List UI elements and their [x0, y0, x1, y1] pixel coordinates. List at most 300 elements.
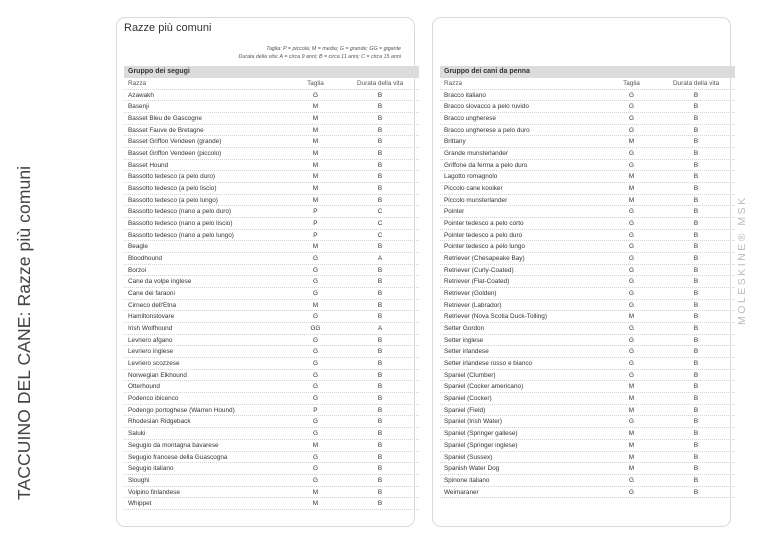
table-row: [124, 405, 419, 417]
breed-size: G: [628, 371, 634, 379]
column-headers: [124, 78, 419, 90]
group-header: Gruppo dei segugi: [124, 66, 419, 78]
breed-size: G: [628, 126, 634, 134]
breed-size: M: [628, 430, 635, 438]
breed-name: Bracco ungherese: [444, 115, 496, 123]
breed-name: Bassotto tedesco (nano a pelo lungo): [128, 231, 234, 239]
table-row: [124, 101, 419, 113]
breed-name: Weimaraner: [444, 488, 479, 496]
table-row: [124, 335, 419, 347]
table-row: [440, 300, 735, 312]
breed-name: Podenco ibicenco: [128, 395, 179, 403]
breed-size: G: [628, 231, 634, 239]
breed-lifespan: B: [693, 126, 699, 134]
breed-size: M: [312, 126, 319, 134]
table-row: [124, 311, 419, 323]
table-row: [440, 311, 735, 323]
breed-size: G: [628, 418, 634, 426]
table-row: [440, 276, 735, 288]
table-row: [124, 416, 419, 428]
column-header-taglia: Taglia: [623, 80, 640, 87]
breed-name: Podengo portoghese (Warren Hound): [128, 406, 235, 414]
breed-size: M: [312, 500, 319, 508]
breed-name: Piccolo munsterlander: [444, 196, 508, 204]
breed-name: Rhodesian Ridgeback: [128, 418, 191, 426]
table-row: [440, 90, 735, 102]
breed-name: Borzoi: [128, 266, 147, 274]
table-row: [124, 393, 419, 405]
breed-size: G: [628, 220, 634, 228]
table-row: [440, 195, 735, 207]
table-row: [440, 346, 735, 358]
breed-lifespan: B: [693, 185, 699, 193]
breed-name: Cirneco dell'Etna: [128, 301, 177, 309]
breed-name: Levriero scozzese: [128, 360, 180, 368]
breed-name: Retriever (Curly-Coated): [444, 266, 514, 274]
breed-size: M: [312, 173, 319, 181]
breed-name: Retriever (Labrador): [444, 301, 502, 309]
breed-name: Saluki: [128, 430, 146, 438]
breed-size: M: [628, 173, 635, 181]
table-row: [440, 381, 735, 393]
table-row: [440, 405, 735, 417]
brand-label: MOLESKINE® MSK: [736, 195, 748, 325]
column-header-razza: Razza: [444, 80, 463, 87]
table-row: [440, 183, 735, 195]
breed-name: Bracco ungherese a pelo duro: [444, 126, 530, 134]
breed-name: Setter irlandese rosso e bianco: [444, 360, 533, 368]
breed-name: Piccolo cane kooiker: [444, 185, 503, 193]
breed-lifespan: B: [377, 313, 383, 321]
breed-lifespan: B: [377, 360, 383, 368]
breed-size: G: [628, 115, 634, 123]
breed-size: M: [628, 465, 635, 473]
breed-lifespan: B: [377, 500, 383, 508]
legend-size: Taglia: P = piccola; M = media; G = grande; GG = gigante: [266, 46, 401, 52]
breed-name: Whippet: [128, 500, 152, 508]
table-row: [440, 288, 735, 300]
breed-name: Spanish Water Dog: [444, 465, 500, 473]
breed-size: G: [628, 336, 634, 344]
table-row: [124, 358, 419, 370]
breed-size: M: [628, 395, 635, 403]
breed-name: Spaniel (Sussex): [444, 453, 493, 461]
breed-name: Retriever (Flat-Coated): [444, 278, 510, 286]
breed-lifespan: B: [693, 255, 699, 263]
breed-size: G: [312, 313, 318, 321]
breed-name: Bassotto tedesco (a pelo lungo): [128, 196, 218, 204]
table-row: [440, 171, 735, 183]
breed-name: Basset Bleu de Gascogne: [128, 115, 202, 123]
breed-size: P: [313, 208, 318, 216]
table-row: [124, 370, 419, 382]
breed-lifespan: B: [693, 383, 699, 391]
table-row: [440, 218, 735, 230]
breed-name: Cane da volpe inglese: [128, 278, 192, 286]
breed-lifespan: A: [377, 325, 383, 333]
table-row: [124, 230, 419, 242]
breed-name: Levriero afgano: [128, 336, 173, 344]
table-row: [124, 206, 419, 218]
breed-size: M: [312, 138, 319, 146]
breed-lifespan: B: [693, 441, 699, 449]
table-row: [124, 440, 419, 452]
breed-size: M: [312, 301, 319, 309]
breed-size: G: [312, 453, 318, 461]
breed-size: G: [628, 325, 634, 333]
breed-lifespan: B: [693, 138, 699, 146]
table-row: [124, 218, 419, 230]
breed-name: Sloughi: [128, 476, 150, 484]
breed-lifespan: B: [377, 126, 383, 134]
breed-name: Retriever (Chesapeake Bay): [444, 255, 525, 263]
breed-name: Segugio da montagna bavarese: [128, 441, 219, 449]
breed-lifespan: B: [377, 243, 383, 251]
breed-size: G: [312, 266, 318, 274]
breed-name: Bassotto tedesco (nano a pelo duro): [128, 208, 232, 216]
breed-name: Pointer tedesco a pelo lungo: [444, 243, 526, 251]
breed-name: Basset Griffon Vendeen (grande): [128, 138, 222, 146]
breed-lifespan: A: [377, 255, 383, 263]
table-row: [440, 428, 735, 440]
hound-group-table: [124, 66, 419, 510]
breed-lifespan: B: [693, 290, 699, 298]
breed-size: G: [312, 290, 318, 298]
breed-size: P: [313, 231, 318, 239]
legend-lifespan: Durata della vita: A = circa 9 anni; B = circa 11 anni; C = circa 15 anni: [238, 54, 401, 60]
breed-name: Bloodhound: [128, 255, 163, 263]
table-row: [124, 475, 419, 487]
breed-lifespan: B: [377, 465, 383, 473]
breed-lifespan: C: [377, 220, 383, 228]
breed-name: Spaniel (Field): [444, 406, 486, 414]
table-row: [124, 288, 419, 300]
breed-name: Griffone da ferma a pelo duro: [444, 161, 528, 169]
breed-name: Spinone italiano: [444, 476, 490, 484]
table-row: [440, 393, 735, 405]
breed-lifespan: B: [377, 196, 383, 204]
table-row: [440, 475, 735, 487]
breed-size: M: [312, 150, 319, 158]
breed-size: M: [628, 441, 635, 449]
table-row: [124, 463, 419, 475]
table-row: [440, 253, 735, 265]
breed-lifespan: B: [693, 196, 699, 204]
breed-name: Azawakh: [128, 91, 154, 99]
breed-name: Basset Hound: [128, 161, 169, 169]
breed-name: Setter irlandese: [444, 348, 489, 356]
breed-size: G: [312, 91, 318, 99]
breed-size: G: [312, 430, 318, 438]
table-row: [440, 148, 735, 160]
breed-lifespan: B: [377, 115, 383, 123]
breed-name: Basset Fauve de Bretagne: [128, 126, 204, 134]
breed-size: G: [628, 266, 634, 274]
breed-name: Pointer: [444, 208, 465, 216]
breed-lifespan: B: [693, 243, 699, 251]
breed-name: Pointer tedesco a pelo corto: [444, 220, 524, 228]
table-row: [124, 136, 419, 148]
breed-size: P: [313, 220, 318, 228]
breed-name: Spaniel (Clumber): [444, 371, 496, 379]
group-header: Gruppo dei cani da penna: [440, 66, 735, 78]
breed-lifespan: B: [377, 91, 383, 99]
breed-name: Spaniel (Springer inglese): [444, 441, 518, 449]
breed-name: Segugio francese della Guascogna: [128, 453, 228, 461]
breed-lifespan: B: [693, 103, 699, 111]
breed-size: G: [628, 278, 634, 286]
table-row: [440, 323, 735, 335]
breed-size: M: [312, 103, 319, 111]
breed-size: P: [313, 406, 318, 414]
breed-name: Beagle: [128, 243, 148, 251]
breed-size: G: [628, 488, 634, 496]
table-row: [440, 440, 735, 452]
breed-lifespan: B: [693, 173, 699, 181]
table-row: [124, 171, 419, 183]
breed-lifespan: B: [377, 138, 383, 146]
breed-name: Basset Griffon Vendeen (piccolo): [128, 150, 222, 158]
breed-size: M: [628, 406, 635, 414]
breed-lifespan: B: [693, 150, 699, 158]
table-row: [440, 452, 735, 464]
breed-name: Cane dei faraoni: [128, 290, 175, 298]
breed-size: G: [312, 418, 318, 426]
breed-name: Otterhound: [128, 383, 160, 391]
table-row: [124, 183, 419, 195]
breed-size: G: [312, 476, 318, 484]
breed-lifespan: B: [377, 371, 383, 379]
breed-lifespan: C: [377, 231, 383, 239]
breed-lifespan: B: [377, 476, 383, 484]
column-header-durata: Durata della vita: [356, 80, 404, 87]
breed-name: Segugio italiano: [128, 465, 174, 473]
breed-lifespan: B: [377, 161, 383, 169]
table-row: [124, 381, 419, 393]
breed-size: M: [312, 488, 319, 496]
breed-name: Bracco slovacco a pelo ruvido: [444, 103, 529, 111]
breed-lifespan: B: [377, 173, 383, 181]
breed-size: M: [312, 185, 319, 193]
breed-lifespan: B: [377, 348, 383, 356]
breed-size: G: [628, 243, 634, 251]
breed-size: M: [628, 196, 635, 204]
side-title: TACCUINO DEL CANE: Razze più comuni: [14, 165, 34, 500]
breed-name: Bassotto tedesco (nano a pelo liscio): [128, 220, 233, 228]
table-row: [124, 498, 419, 510]
breed-size: G: [628, 150, 634, 158]
breed-lifespan: B: [693, 266, 699, 274]
breed-name: Lagotto romagnolo: [444, 173, 498, 181]
table-row: [440, 370, 735, 382]
table-row: [440, 160, 735, 172]
breed-lifespan: B: [377, 488, 383, 496]
breed-lifespan: B: [693, 348, 699, 356]
table-row: [124, 241, 419, 253]
breed-size: M: [312, 243, 319, 251]
breed-size: G: [312, 336, 318, 344]
breed-size: G: [628, 360, 634, 368]
breed-size: M: [312, 441, 319, 449]
breed-size: G: [628, 91, 634, 99]
breed-lifespan: B: [693, 360, 699, 368]
breed-size: G: [628, 103, 634, 111]
table-row: [124, 276, 419, 288]
table-row: [440, 125, 735, 137]
breed-name: Grande munsterlander: [444, 150, 508, 158]
breed-size: G: [312, 255, 318, 263]
table-row: [440, 206, 735, 218]
breed-lifespan: B: [693, 406, 699, 414]
breed-size: G: [312, 348, 318, 356]
gundog-group-table: [440, 66, 735, 498]
breed-lifespan: B: [693, 476, 699, 484]
breed-lifespan: B: [377, 150, 383, 158]
breed-lifespan: B: [693, 430, 699, 438]
table-row: [440, 487, 735, 499]
breed-lifespan: B: [377, 418, 383, 426]
table-row: [124, 323, 419, 335]
breed-size: M: [628, 185, 635, 193]
breed-size: G: [628, 255, 634, 263]
table-row: [124, 428, 419, 440]
breed-size: G: [312, 371, 318, 379]
table-row: [124, 452, 419, 464]
breed-name: Spaniel (Cocker): [444, 395, 492, 403]
breed-lifespan: B: [693, 91, 699, 99]
table-row: [124, 265, 419, 277]
breed-name: Spaniel (Cocker americano): [444, 383, 524, 391]
breed-name: Setter Gordon: [444, 325, 485, 333]
breed-lifespan: B: [693, 336, 699, 344]
breed-name: Irish Wolfhound: [128, 325, 173, 333]
table-row: [124, 125, 419, 137]
breed-size: M: [628, 383, 635, 391]
breed-lifespan: B: [377, 266, 383, 274]
breed-size: G: [628, 301, 634, 309]
table-row: [124, 113, 419, 125]
breed-size: G: [628, 476, 634, 484]
table-row: [124, 253, 419, 265]
breed-lifespan: C: [377, 208, 383, 216]
breed-lifespan: B: [377, 185, 383, 193]
breed-size: M: [312, 115, 319, 123]
breed-size: G: [628, 290, 634, 298]
breed-size: M: [312, 196, 319, 204]
breed-lifespan: B: [377, 103, 383, 111]
breed-lifespan: B: [377, 336, 383, 344]
table-row: [440, 335, 735, 347]
breed-name: Setter inglese: [444, 336, 484, 344]
table-row: [124, 300, 419, 312]
breed-size: G: [628, 348, 634, 356]
breed-name: Retriever (Nova Scotia Duck-Tolling): [444, 313, 547, 321]
breed-lifespan: B: [693, 231, 699, 239]
breed-name: Pointer tedesco a pelo duro: [444, 231, 523, 239]
breed-lifespan: B: [693, 278, 699, 286]
breed-lifespan: B: [377, 441, 383, 449]
table-row: [124, 90, 419, 102]
breed-lifespan: B: [693, 161, 699, 169]
column-header-durata: Durata della vita: [672, 80, 720, 87]
breed-lifespan: B: [693, 465, 699, 473]
table-row: [440, 463, 735, 475]
breed-name: Norwegian Elkhound: [128, 371, 187, 379]
breed-name: Basenji: [128, 103, 149, 111]
breed-name: Spaniel (Irish Water): [444, 418, 503, 426]
breed-lifespan: B: [693, 371, 699, 379]
breed-size: M: [628, 453, 635, 461]
table-row: [124, 160, 419, 172]
table-row: [440, 136, 735, 148]
breed-size: G: [312, 465, 318, 473]
breed-size: G: [312, 383, 318, 391]
table-row: [124, 487, 419, 499]
breed-size: G: [628, 161, 634, 169]
breed-lifespan: B: [377, 290, 383, 298]
breed-name: Volpino finlandese: [128, 488, 180, 496]
breed-size: M: [628, 138, 635, 146]
breed-lifespan: B: [693, 313, 699, 321]
breed-size: G: [312, 360, 318, 368]
breed-lifespan: B: [377, 383, 383, 391]
breed-lifespan: B: [377, 406, 383, 414]
breed-lifespan: B: [693, 488, 699, 496]
breed-lifespan: B: [693, 220, 699, 228]
breed-name: Bracco italiano: [444, 91, 486, 99]
column-headers: [440, 78, 735, 90]
breed-size: M: [628, 313, 635, 321]
table-row: [440, 265, 735, 277]
breed-size: G: [312, 395, 318, 403]
breed-lifespan: B: [693, 208, 699, 216]
breed-size: G: [628, 208, 634, 216]
breed-size: M: [312, 161, 319, 169]
breed-name: Retriever (Golden): [444, 290, 497, 298]
breed-lifespan: B: [693, 418, 699, 426]
table-row: [124, 195, 419, 207]
breed-lifespan: B: [377, 453, 383, 461]
breed-lifespan: B: [693, 395, 699, 403]
breed-name: Bassotto tedesco (a pelo liscio): [128, 185, 217, 193]
breed-name: Bassotto tedesco (a pelo duro): [128, 173, 216, 181]
table-row: [124, 148, 419, 160]
breed-lifespan: B: [693, 115, 699, 123]
table-row: [124, 346, 419, 358]
breed-name: Levriero inglese: [128, 348, 174, 356]
breed-lifespan: B: [377, 430, 383, 438]
table-row: [440, 241, 735, 253]
breed-lifespan: B: [377, 395, 383, 403]
page-title: Razze più comuni: [124, 22, 212, 34]
column-header-taglia: Taglia: [307, 80, 324, 87]
table-row: [440, 113, 735, 125]
table-row: [440, 358, 735, 370]
breed-name: Spaniel (Springer gallese): [444, 430, 518, 438]
breed-name: Brittany: [444, 138, 466, 146]
column-header-razza: Razza: [128, 80, 147, 87]
table-row: [440, 101, 735, 113]
breed-lifespan: B: [377, 301, 383, 309]
breed-size: G: [312, 278, 318, 286]
breed-name: Hamiltonstovare: [128, 313, 175, 321]
breed-lifespan: B: [377, 278, 383, 286]
breed-lifespan: B: [693, 325, 699, 333]
breed-lifespan: B: [693, 301, 699, 309]
table-row: [440, 230, 735, 242]
breed-size: GG: [310, 325, 321, 333]
breed-lifespan: B: [693, 453, 699, 461]
